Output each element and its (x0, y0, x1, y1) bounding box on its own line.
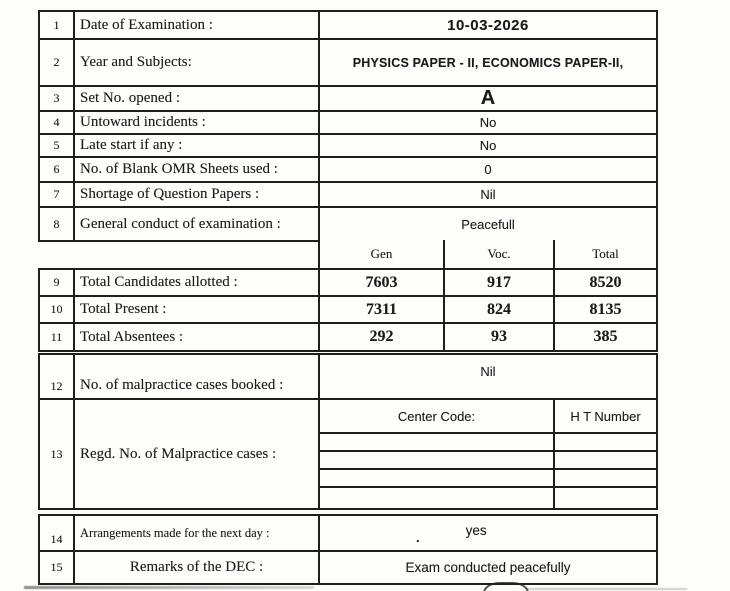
table-row (40, 400, 656, 508)
row-number: 13 (40, 400, 75, 508)
row-value: 10-03-2026 (447, 16, 529, 34)
row-label: General conduct of examination : (75, 208, 320, 240)
arrangements-answer: yes (465, 522, 487, 538)
table-row (40, 112, 656, 135)
row-number: 7 (40, 183, 75, 206)
table-row (40, 87, 656, 112)
row-label: Arrangements made for the next day : (75, 516, 320, 550)
row-value: 0 (484, 162, 492, 177)
row-value (320, 516, 656, 550)
malpractice-entry-row (320, 470, 656, 488)
table-row (40, 297, 656, 324)
row-label: Regd. No. of Malpractice cases : (75, 400, 320, 508)
ht-number-blank-cell (555, 488, 656, 508)
table-row (40, 552, 656, 583)
row-number: 1 (40, 12, 75, 38)
row-value: Peacefull (461, 216, 515, 232)
row-label: No. of Blank OMR Sheets used : (75, 158, 320, 181)
ht-number-blank-cell (555, 452, 656, 468)
row-label: Total Absentees : (75, 324, 320, 350)
row-number: 4 (40, 112, 75, 133)
row-label: Set No. opened : (75, 87, 320, 110)
stats-column-header-row (318, 240, 658, 268)
row-number: 11 (40, 324, 75, 350)
row-value: Nil (480, 364, 496, 379)
table-row (40, 270, 656, 297)
table-row (40, 355, 656, 400)
malpractice-table (38, 353, 658, 510)
row-label: Shortage of Question Papers : (75, 183, 320, 206)
stat-total: 8520 (589, 273, 622, 291)
scan-faint-line (527, 588, 687, 590)
col-header-ht-number: H T Number (570, 408, 641, 424)
center-code-blank-cell (320, 434, 555, 450)
center-code-blank-cell (320, 452, 555, 468)
stat-gen: 7311 (320, 297, 445, 322)
ht-number-blank-cell (555, 470, 656, 486)
row-label: No. of malpractice cases booked : (75, 355, 320, 398)
ht-number-blank-cell (555, 434, 656, 450)
stat-voc: 917 (445, 270, 555, 295)
row-label: Total Candidates allotted : (75, 270, 320, 295)
table-row (40, 324, 656, 350)
row-number: 8 (40, 208, 75, 240)
table-row (40, 40, 656, 87)
stat-total: 8135 (589, 300, 622, 318)
center-code-blank-cell (320, 488, 555, 508)
table-row (40, 516, 656, 552)
stat-total: 385 (593, 328, 618, 345)
table-row (40, 183, 656, 208)
col-header-voc: Voc. (445, 240, 555, 268)
row-number: 14 (40, 516, 75, 550)
table-row (40, 12, 656, 40)
malpractice-entry-grid (320, 400, 656, 508)
row-value: A (480, 87, 496, 109)
row-value: Exam conducted peacefully (405, 560, 571, 575)
row-number: 12 (40, 355, 75, 398)
row-number: 10 (40, 297, 75, 322)
malpractice-entry-row (320, 452, 656, 470)
row-label: Total Present : (75, 297, 320, 322)
col-header-total: Total (592, 246, 619, 261)
row-label: Remarks of the DEC : (75, 552, 320, 583)
table-row (40, 208, 656, 240)
table-row (40, 158, 656, 183)
candidate-stats-table (38, 268, 658, 352)
row-value: PHYSICS PAPER - II, ECONOMICS PAPER-II, (352, 55, 624, 70)
row-value: No (479, 138, 497, 153)
row-number: 3 (40, 87, 75, 110)
col-header-gen: Gen (320, 240, 445, 268)
row-value: No (479, 115, 497, 130)
handwritten-dot-mark: . (416, 529, 420, 545)
scan-curve-mark (483, 582, 529, 591)
exam-info-table (38, 10, 658, 242)
malpractice-entry-row (320, 434, 656, 452)
row-number: 5 (40, 135, 75, 156)
row-label: Untoward incidents : (75, 112, 320, 133)
row-number: 6 (40, 158, 75, 181)
row-label: Year and Subjects: (75, 40, 320, 85)
row-number: 9 (40, 270, 75, 295)
row-number: 15 (40, 552, 75, 583)
stat-gen: 292 (320, 324, 445, 350)
row-value: Nil (480, 187, 496, 202)
row-label: Late start if any : (75, 135, 320, 156)
stat-voc: 824 (445, 297, 555, 322)
row-number: 2 (40, 40, 75, 85)
stat-gen: 7603 (320, 270, 445, 295)
table-row (40, 135, 656, 158)
col-header-center-code: Center Code: (320, 400, 555, 432)
malpractice-entry-row (320, 488, 656, 508)
center-code-blank-cell (320, 470, 555, 486)
closing-table (38, 514, 658, 585)
malpractice-grid-header (320, 400, 656, 434)
stat-voc: 93 (445, 324, 555, 350)
scan-smudge (24, 586, 314, 589)
row-label: Date of Examination : (75, 12, 320, 38)
